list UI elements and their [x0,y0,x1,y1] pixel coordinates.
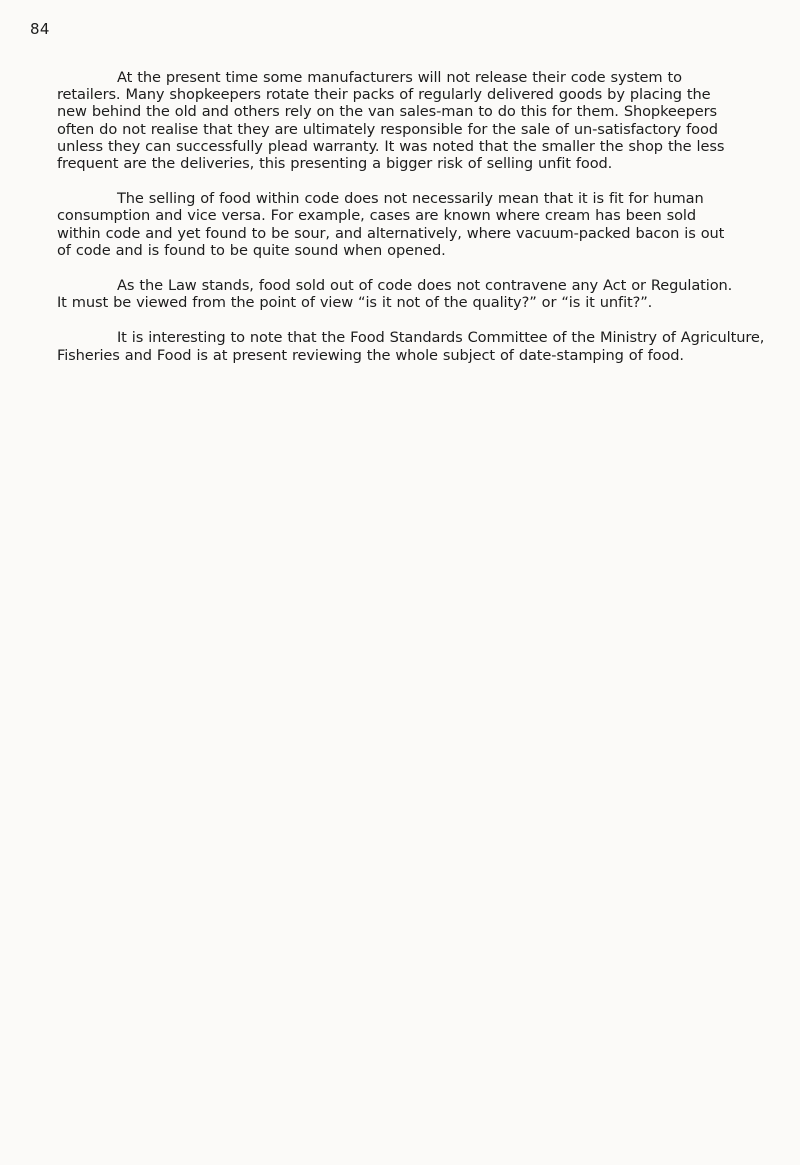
paragraph-selling-within-code: The selling of food within code does not necessarily mean that it is fit for human consumption and vice versa. For example, cases are known where cream has been sold within code and yet found to be sour, and alternatively, where vacuum-packed bacon is out of code and is found to be quite sound when opened. [57,190,725,259]
body-text [57,69,772,364]
paragraph-code-system: At the present time some manufacturers will not release their code system to retailers. Many shopkeepers rotate their packs of regularly delivered goods by placing the new behind the old and others rely on the van sales-man to do this for them. Shopkeepers often do not realise that they are ultimately responsible for the sale of un-satisfactory food unless they can successfully plead warranty. It was noted that the smaller the shop the less frequent are the deliveries, this presenting a bigger risk of selling unfit food. [57,69,725,173]
paragraph-food-standards-committee: It is interesting to note that the Food Standards Committee of the Ministry of Agriculture, Fisheries and Food is at present reviewing the whole subject of date-stamping of food. [57,329,765,364]
page-number: 84 [30,20,50,38]
paragraph-law-stands: As the Law stands, food sold out of code does not contravene any Act or Regulation. It must be viewed from the point of view “is it not of the quality?” or “is it unfit?”. [57,277,733,312]
